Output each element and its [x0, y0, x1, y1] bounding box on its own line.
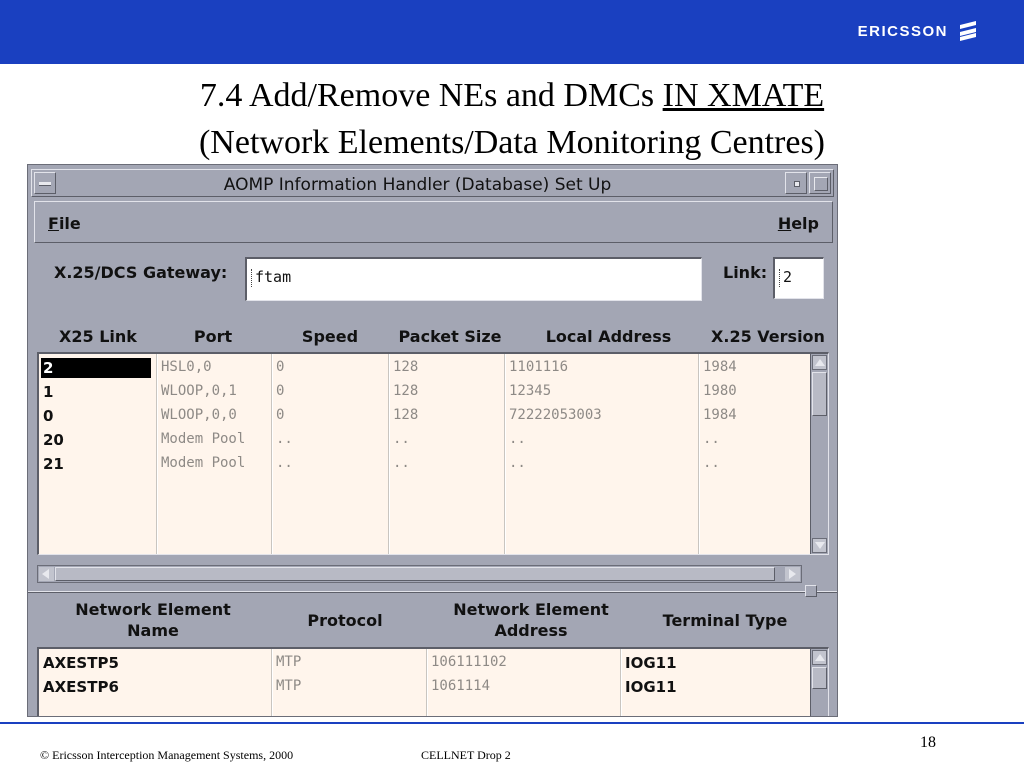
column-header-x25-link[interactable]: X25 Link	[59, 327, 137, 346]
scroll-thumb[interactable]	[812, 667, 827, 689]
scroll-left-arrow-icon[interactable]	[39, 567, 54, 581]
cell-speed: 0	[276, 383, 285, 399]
table-row[interactable]	[39, 380, 828, 404]
cell-x25-link: 20	[43, 431, 64, 449]
cell-port: Modem Pool	[161, 431, 246, 447]
column-header-line: Terminal Type	[662, 611, 788, 630]
cell-protocol: MTP	[276, 678, 302, 694]
cell-local-address: 72222053003	[509, 407, 602, 423]
x25-link-table[interactable]	[37, 352, 829, 555]
cell-speed: 0	[276, 407, 285, 423]
cell-local-address: 1101116	[509, 359, 569, 375]
table-row[interactable]	[39, 404, 828, 428]
ericsson-logo	[858, 20, 980, 42]
text-caret	[779, 269, 780, 287]
cell-port: Modem Pool	[161, 455, 246, 471]
cell-packet-size: 128	[393, 383, 419, 399]
menu-bar	[34, 201, 833, 243]
slide-title-underlined: IN XMATE	[662, 77, 825, 114]
minimize-icon[interactable]	[785, 172, 807, 194]
table-row[interactable]	[39, 675, 828, 699]
link-input[interactable]	[773, 257, 824, 299]
menu-file[interactable]: File	[48, 214, 81, 233]
cell-x25-version: ..	[703, 455, 720, 471]
link-value: 2	[783, 268, 793, 286]
cell-x25-link: 2	[43, 359, 54, 377]
cell-terminal-type: IOG11	[625, 678, 677, 696]
column-header-ne-address[interactable]	[426, 599, 636, 641]
cell-port: WLOOP,0,0	[161, 407, 237, 423]
cell-speed: ..	[276, 431, 293, 447]
slide-title-line-1	[0, 74, 1024, 118]
scroll-right-arrow-icon[interactable]	[785, 567, 800, 581]
column-header-ne-name[interactable]	[58, 599, 248, 641]
window-menu-icon[interactable]	[34, 172, 56, 194]
cell-packet-size: 128	[393, 407, 419, 423]
cell-port: HSL0,0	[161, 359, 212, 375]
cell-speed: ..	[276, 455, 293, 471]
table-row[interactable]	[39, 651, 828, 675]
cell-protocol: MTP	[276, 654, 302, 670]
footer-project: CELLNET Drop 2	[421, 748, 511, 762]
pane-sash-handle[interactable]	[805, 585, 817, 597]
cell-x25-version: 1984	[703, 407, 737, 423]
selection-highlight	[41, 358, 151, 378]
cell-packet-size: ..	[393, 431, 410, 447]
cell-ne-name: AXESTP5	[43, 654, 119, 672]
footer-rule	[0, 722, 1024, 724]
table-row[interactable]	[39, 452, 828, 476]
text-caret	[251, 269, 252, 287]
link-label: Link:	[723, 263, 768, 282]
gateway-value: ftam	[255, 268, 292, 286]
column-header-speed[interactable]: Speed	[301, 327, 359, 346]
cell-x25-version: 1984	[703, 359, 737, 375]
column-header-line: Network Element	[75, 600, 231, 619]
window-title: AOMP Information Handler (Database) Set Up	[223, 175, 612, 195]
column-header-local-address[interactable]: Local Address	[545, 327, 672, 346]
cell-local-address: 12345	[509, 383, 552, 399]
ericsson-logo-icon	[956, 20, 980, 42]
cell-ne-address: 1061114	[431, 678, 491, 694]
column-header-protocol[interactable]	[290, 610, 400, 631]
cell-ne-address: 106111102	[431, 654, 507, 670]
scroll-thumb[interactable]	[55, 567, 775, 581]
slide-title-line-2: (Network Elements/Data Monitoring Centres)	[198, 124, 825, 161]
menu-help[interactable]: Help	[777, 214, 819, 233]
header-bar	[0, 0, 1024, 64]
brand-name: ERICSSON	[857, 22, 948, 40]
column-header-packet-size[interactable]: Packet Size	[398, 327, 502, 346]
x25-vertical-scrollbar[interactable]	[810, 354, 828, 554]
cell-packet-size: ..	[393, 455, 410, 471]
cell-x25-link: 21	[43, 455, 64, 473]
table-row[interactable]	[39, 428, 828, 452]
cell-x25-link: 0	[43, 407, 54, 425]
column-header-line: Address	[494, 621, 568, 640]
table-row-selected[interactable]	[39, 356, 828, 380]
gateway-label: X.25/DCS Gateway:	[54, 263, 228, 282]
scroll-down-arrow-icon[interactable]	[812, 538, 827, 553]
aomp-setup-window	[27, 164, 838, 717]
footer-copyright: © Ericsson Interception Management Systems, 2000	[40, 748, 294, 762]
x25-horizontal-scrollbar[interactable]	[37, 565, 802, 583]
cell-packet-size: 128	[393, 359, 419, 375]
scroll-up-arrow-icon[interactable]	[812, 355, 827, 370]
cell-terminal-type: IOG11	[625, 654, 677, 672]
scroll-thumb[interactable]	[812, 372, 827, 416]
window-titlebar[interactable]	[31, 169, 834, 197]
maximize-icon[interactable]	[809, 172, 831, 194]
cell-x25-link: 1	[43, 383, 54, 401]
cell-x25-version: ..	[703, 431, 720, 447]
column-header-line: Network Element	[453, 600, 609, 619]
pane-divider	[28, 591, 838, 593]
cell-port: WLOOP,0,1	[161, 383, 237, 399]
network-element-table[interactable]	[37, 647, 829, 717]
column-header-line: Name	[127, 621, 179, 640]
column-header-port[interactable]: Port	[193, 327, 233, 346]
ne-vertical-scrollbar[interactable]	[810, 649, 828, 717]
cell-speed: 0	[276, 359, 285, 375]
cell-ne-name: AXESTP6	[43, 678, 119, 696]
cell-local-address: ..	[509, 431, 526, 447]
page-number: 18	[920, 734, 936, 751]
column-header-x25-version[interactable]: X.25 Version	[711, 327, 825, 346]
column-header-line: Protocol	[307, 611, 383, 630]
slide-title-prefix: 7.4 Add/Remove NEs and DMCs	[199, 77, 663, 114]
cell-x25-version: 1980	[703, 383, 737, 399]
scroll-up-arrow-icon[interactable]	[812, 650, 827, 665]
gateway-input[interactable]	[245, 257, 702, 301]
cell-local-address: ..	[509, 455, 526, 471]
column-header-terminal-type[interactable]	[640, 610, 810, 631]
